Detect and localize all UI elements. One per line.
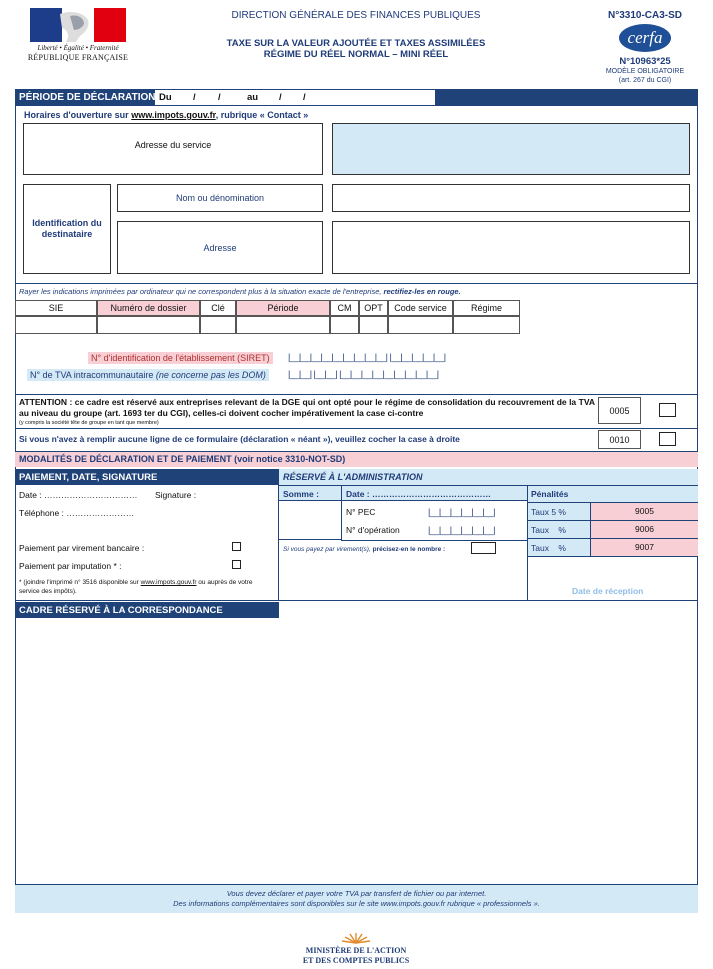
paiement-telephone[interactable]: Téléphone : …………………… — [19, 508, 135, 518]
paiement-date[interactable]: Date : …………………………… — [19, 490, 138, 500]
tva-intra-italic: (ne concerne pas les DOM) — [155, 370, 266, 380]
taux-row-3 — [528, 539, 590, 557]
adresse-label-box — [117, 221, 323, 274]
sunburst-icon — [336, 930, 376, 944]
taux-row-5 — [528, 503, 590, 521]
modalites-bar — [15, 451, 698, 467]
footnote-prefix: * (joindre l'imprimé n° 3516 disponible sur — [19, 579, 141, 586]
admin-bottom-border — [279, 600, 528, 601]
taux-code: 9005 — [635, 506, 654, 516]
penalites-label: Pénalités — [531, 489, 569, 499]
paiement-signature[interactable]: Signature : — [155, 490, 197, 500]
admin-col-divider — [341, 486, 342, 540]
admin-somme-field[interactable] — [279, 501, 341, 540]
admin-pec-boxes[interactable]: |__|__|__|__|__|__| — [428, 507, 495, 517]
rayer-note — [19, 287, 461, 296]
taux-code: 9006 — [635, 524, 654, 534]
neant-text: Si vous n'avez à remplir aucune ligne de ce formulaire (déclaration « néant »), veuillez cocher la case à droite — [19, 434, 460, 444]
logo-country: RÉPUBLIQUE FRANÇAISE — [27, 53, 129, 62]
ref-header-regime: Régime — [453, 300, 520, 316]
admin-header — [279, 469, 698, 486]
ref-cell-sie[interactable] — [15, 316, 97, 334]
footer-line1: Vous devez déclarer et payer votre TVA par transfert de fichier ou par internet. — [226, 889, 487, 898]
modalites-label: MODALITÉS DE DÉCLARATION ET DE PAIEMENT (voir notice 3310-NOT-SD) — [19, 454, 346, 464]
nom-label-box — [117, 184, 323, 212]
ref-cell-dossier[interactable] — [97, 316, 200, 334]
marianne-logo — [30, 8, 126, 42]
attention-border-top — [15, 394, 698, 395]
ref-header-opt: OPT — [359, 300, 388, 316]
ministry-logo — [336, 930, 376, 944]
neant-border-top — [15, 428, 698, 429]
attention-checkbox[interactable] — [659, 403, 676, 417]
admin-header-label: RÉSERVÉ À L'ADMINISTRATION — [283, 472, 423, 482]
ref-header-cle: Clé — [200, 300, 236, 316]
paiement-imputation-label: Paiement par imputation * : — [19, 561, 122, 571]
virements-bold: précisez-en le nombre : — [372, 546, 446, 553]
siret-boxes[interactable]: |__|__|__|__|__|__|__|__|__| |__|__|__|__|__| — [288, 352, 446, 362]
divider — [15, 283, 698, 284]
paiement-footnote — [19, 578, 274, 596]
paiement-virement-label: Paiement par virement bancaire : — [19, 543, 145, 553]
logo-motto: Liberté • Égalité • Fraternité — [37, 44, 119, 52]
form-title-line2: RÉGIME DU RÉEL NORMAL – MINI RÉEL — [263, 49, 449, 60]
admin-date: Date : …………………………………… — [346, 489, 491, 499]
admin-row-divider — [341, 540, 527, 541]
direction-title: DIRECTION GÉNÉRALE DES FINANCES PUBLIQUES — [231, 10, 481, 21]
rayer-bold: rectifiez-les en rouge. — [383, 287, 461, 296]
neant-code: 0010 — [598, 430, 641, 449]
virement-checkbox[interactable] — [232, 542, 241, 551]
correspondance-area[interactable] — [15, 618, 698, 884]
ref-cell-regime[interactable] — [453, 316, 520, 334]
admin-op-boxes[interactable]: |__|__|__|__|__|__| — [428, 525, 495, 535]
ref-header-periode: Période — [236, 300, 330, 316]
periode-label: PÉRIODE DE DÉCLARATION — [19, 92, 156, 103]
ref-header-sie: SIE — [15, 300, 97, 316]
adresse-service-field[interactable] — [332, 123, 690, 175]
admin-somme: Somme : — [283, 489, 319, 499]
form-title-line1: TAXE SUR LA VALEUR AJOUTÉE ET TAXES ASSIMILÉES — [226, 38, 486, 49]
taux-label: Taux 5 % — [531, 507, 566, 517]
taux-row-2 — [528, 521, 590, 539]
footer-band — [15, 884, 698, 913]
adresse-field[interactable] — [332, 221, 690, 274]
siret-label: N° d'identification de l'établissement (SIRET) — [88, 352, 273, 364]
taux-label: Taux % — [531, 525, 566, 535]
ref-header-dossier: Numéro de dossier — [97, 300, 200, 316]
ref-cell-periode[interactable] — [236, 316, 330, 334]
rayer-text: Rayer les indications imprimées par ordinateur qui ne correspondent plus à la situation exacte de l'entreprise, — [19, 287, 384, 296]
periode-slash: / — [218, 92, 221, 103]
taux-code-9007[interactable] — [590, 539, 698, 557]
attention-note: (y compris la société tête de groupe en tant que membre) — [19, 420, 159, 426]
correspondance-header: CADRE RÉSERVÉ À LA CORRESPONDANCE — [15, 602, 279, 618]
ref-cell-opt[interactable] — [359, 316, 388, 334]
paiement-header: PAIEMENT, DATE, SIGNATURE — [15, 469, 279, 485]
periode-slash: / — [193, 92, 196, 103]
admin-virements-line — [283, 546, 445, 553]
reception-label: Date de réception — [572, 586, 644, 596]
periode-au: au — [247, 92, 259, 103]
virements-count-box[interactable] — [471, 542, 496, 554]
tva-intra-boxes[interactable]: |__|__| |__|__| |__|__|__|__|__|__|__|__|__| — [288, 369, 439, 379]
cerfa-number: N°10963*25 — [619, 56, 671, 67]
taux-label: Taux % — [531, 543, 566, 553]
ref-cell-cm[interactable] — [330, 316, 359, 334]
taux-code-9005[interactable] — [590, 503, 698, 521]
ministry-line1: MINISTÈRE DE L'ACTION — [305, 946, 407, 955]
admin-operation-label: N° d'opération — [346, 525, 400, 535]
identification-box — [23, 184, 111, 274]
footer-line2: Des informations complémentaires sont disponibles sur le site www.impots.gouv.fr rubrique « professionnels ». — [173, 899, 540, 908]
identification-label: Identification du destinataire — [32, 218, 102, 239]
adresse-service-label: Adresse du service — [134, 140, 212, 150]
nom-field[interactable] — [332, 184, 690, 212]
form-number: N°3310-CA3-SD — [607, 10, 683, 21]
footnote-suffix: ou auprès de votre service des impôts). — [19, 579, 253, 595]
horaires-link[interactable]: www.impots.gouv.fr — [131, 110, 216, 120]
ref-cell-cle[interactable] — [200, 316, 236, 334]
reception-box — [528, 557, 698, 601]
neant-checkbox[interactable] — [659, 432, 676, 446]
tva-intra-label — [27, 369, 269, 381]
adresse-label: Adresse — [203, 242, 237, 253]
marianne-icon — [30, 8, 126, 42]
tva-intra-text: N° de TVA intracommunautaire — [30, 370, 156, 380]
footnote-link[interactable]: www.impots.gouv.fr — [140, 579, 197, 586]
modele-obligatoire: MODÈLE OBLIGATOIRE — [605, 68, 685, 75]
virements-prefix: Si vous payez par virement(s), — [283, 546, 373, 553]
periode-du: Du — [159, 92, 172, 103]
cerfa-logo — [619, 24, 671, 52]
periode-input[interactable] — [155, 90, 435, 105]
horaires-suffix: , rubrique « Contact » — [215, 110, 309, 120]
ministry-line2: ET DES COMPTES PUBLICS — [302, 956, 410, 965]
ref-header-code-service: Code service — [388, 300, 453, 316]
attention-text: ATTENTION : ce cadre est réservé aux entreprises relevant de la DGE qui ont opté pour le régime de consolidation du recouvrement de la TVA au niveau du groupe (art. 1693 ter du CGI), celles-ci doivent cocher impérativement la case ci-contre — [19, 397, 595, 418]
cerfa-logo-text: cerfa — [627, 28, 663, 47]
ref-cell-code-service[interactable] — [388, 316, 453, 334]
penalites-header — [528, 486, 698, 503]
periode-slash: / — [279, 92, 282, 103]
imputation-checkbox[interactable] — [232, 560, 241, 569]
nom-label: Nom ou dénomination — [175, 193, 265, 203]
ref-header-cm: CM — [330, 300, 359, 316]
taux-code: 9007 — [635, 542, 654, 552]
attention-code: 0005 — [598, 397, 641, 424]
adresse-service-box[interactable] — [23, 123, 323, 175]
periode-slash: / — [303, 92, 306, 103]
admin-pec-label: N° PEC — [346, 507, 376, 517]
cgi-article: (art. 267 du CGI) — [618, 77, 672, 84]
horaires-line — [24, 110, 308, 120]
horaires-prefix: Horaires d'ouverture sur — [24, 110, 132, 120]
taux-code-9006[interactable] — [590, 521, 698, 539]
